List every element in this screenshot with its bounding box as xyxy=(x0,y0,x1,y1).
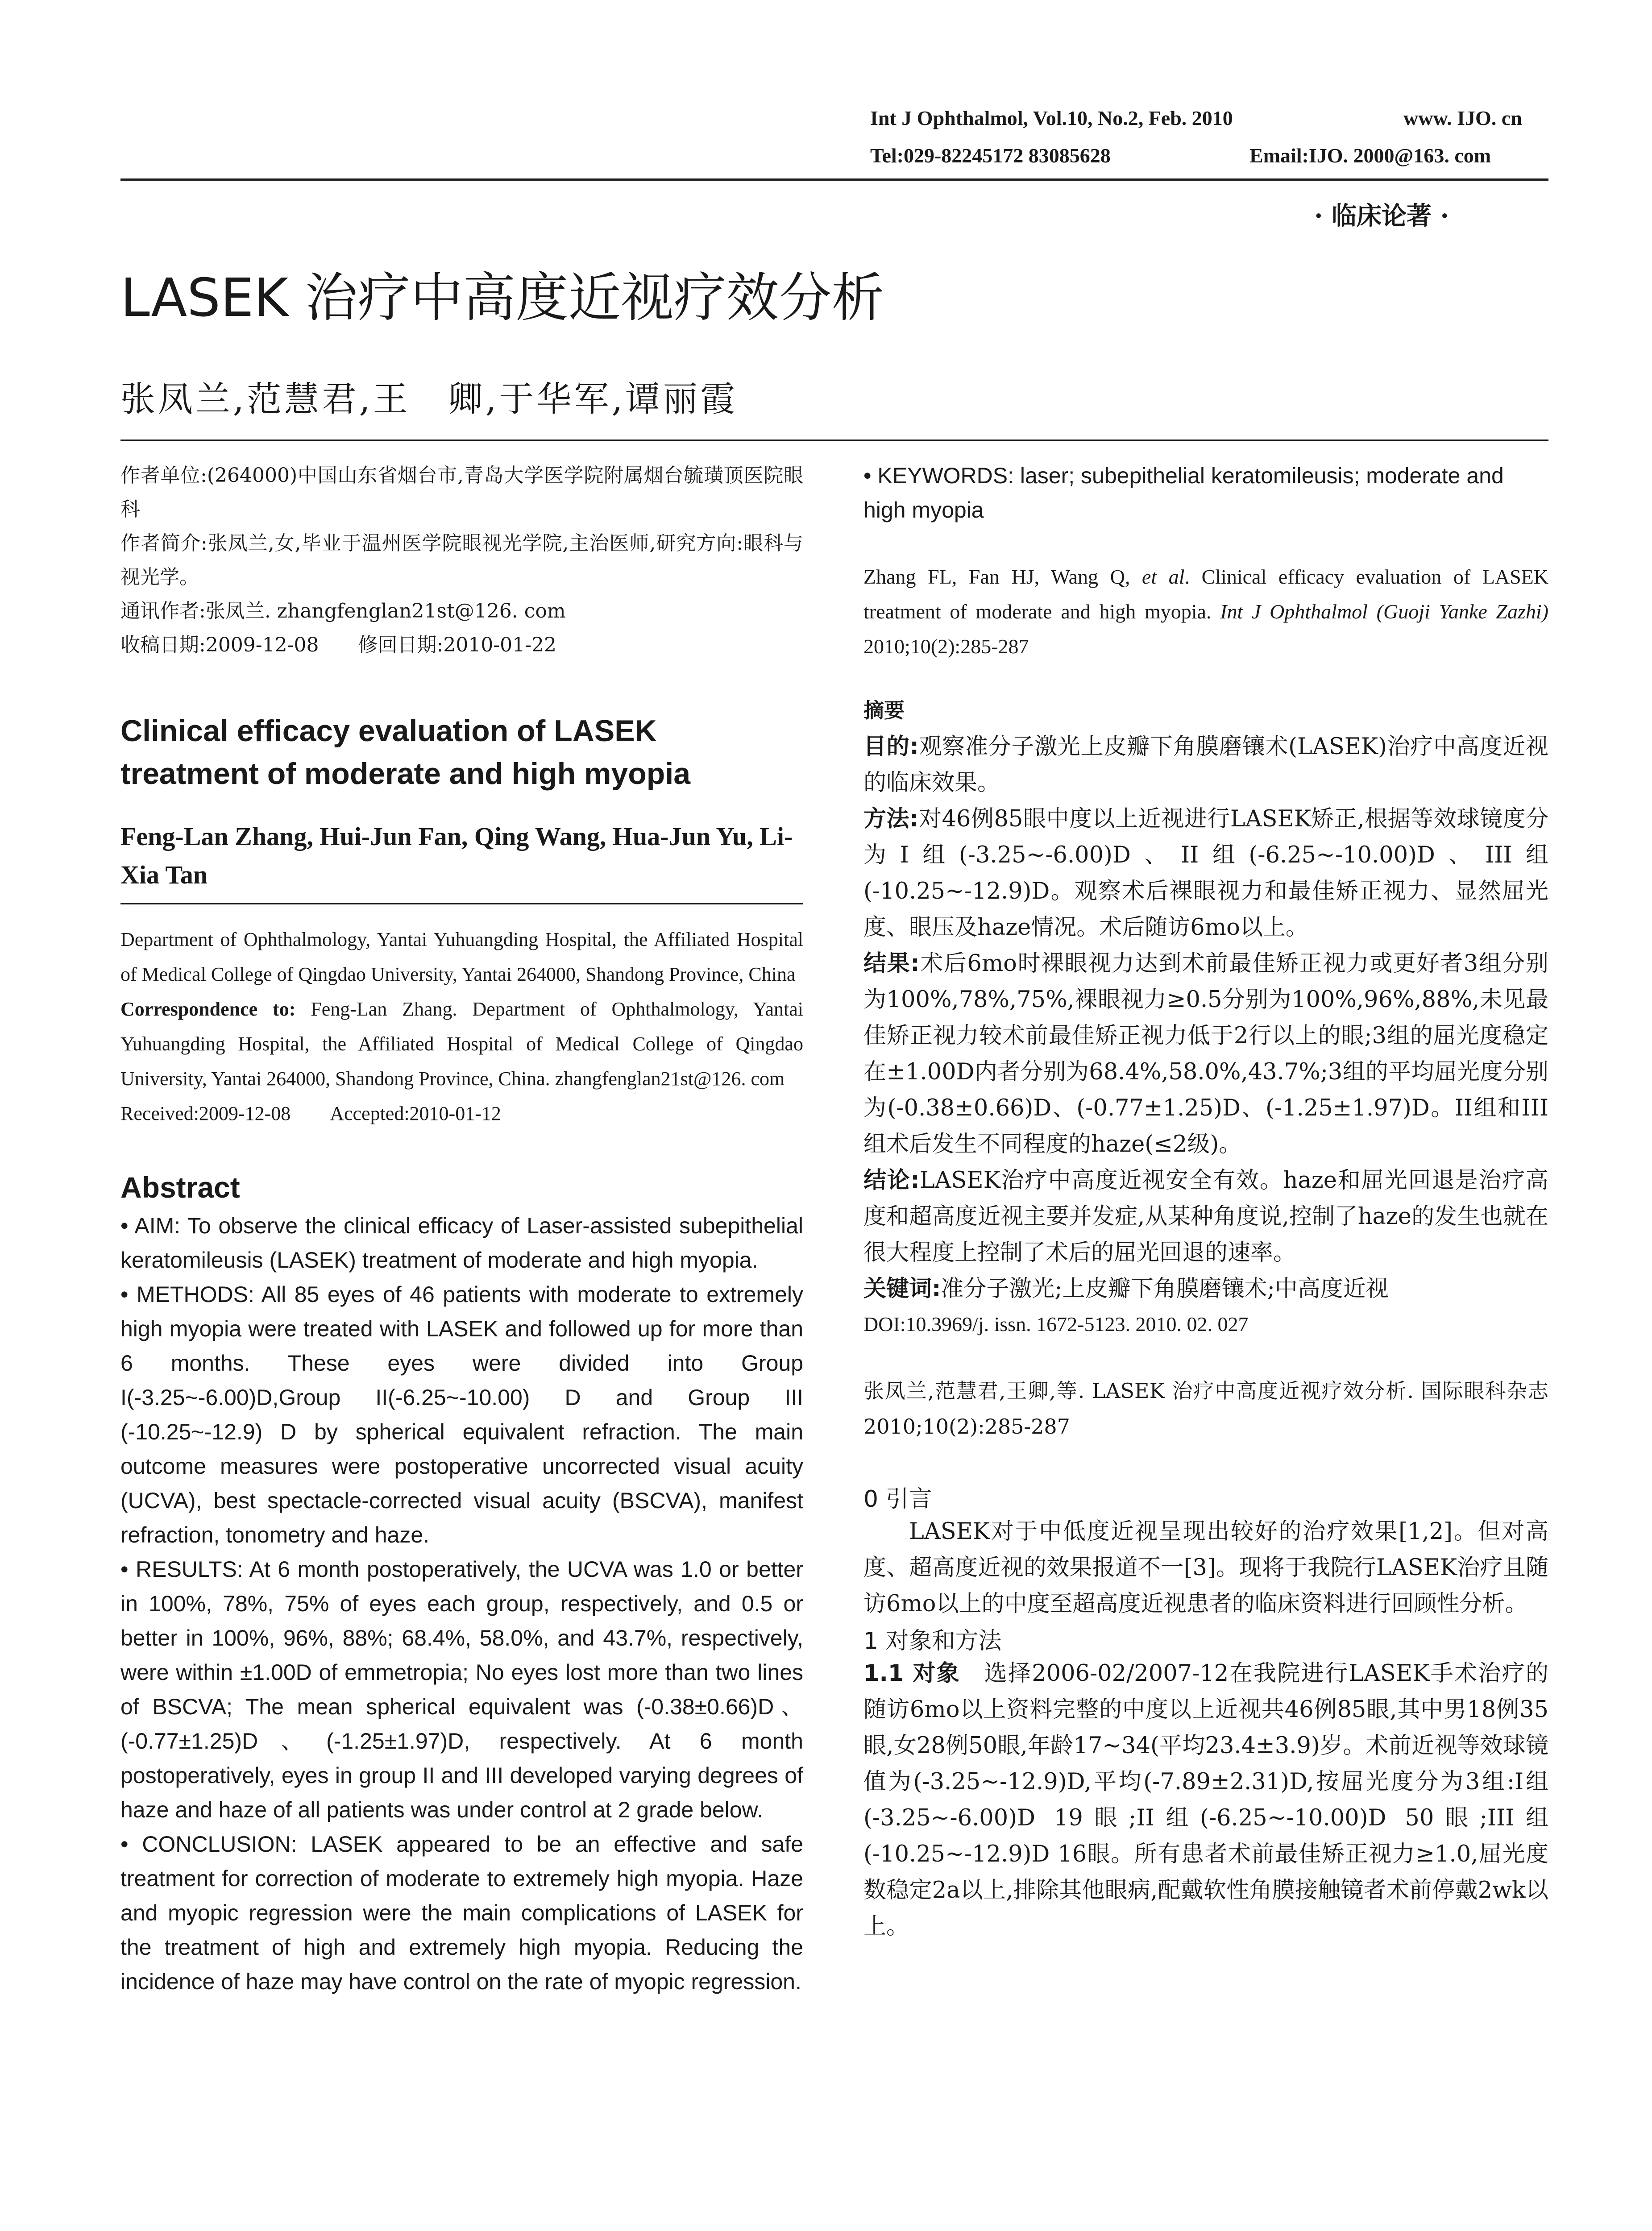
subjects-label: 1.1 对象 xyxy=(863,1660,961,1687)
authors-cn: 张凤兰,范慧君,王 卿,于华军,谭丽霞 xyxy=(120,379,738,419)
zhaiyao-aim xyxy=(863,729,1548,801)
affiliation-cn: 作者单位:(264000)中国山东省烟台市,青岛大学医学院附属烟台毓璜顶医院眼科 xyxy=(120,464,803,521)
journal-citation-line: Int J Ophthalmol, Vol.10, No.2, Feb. 2010 xyxy=(870,107,1233,129)
results-label-cn: 结果: xyxy=(863,950,920,977)
corresponding-author-cn: 通讯作者:张凤兰. zhangfenglan21st@126. com xyxy=(120,600,566,622)
keywords-cn xyxy=(863,1271,1548,1307)
affiliation-en: Department of Ophthalmology, Yantai Yuhuangding Hospital, the Affiliated Hospital of Medical College of Qingdao University, Yantai 264000, Shandong Province, China xyxy=(120,929,803,985)
authors-rule xyxy=(120,903,803,904)
zhaiyao-methods xyxy=(863,801,1548,945)
left-column xyxy=(120,459,803,1999)
right-column xyxy=(863,459,1548,1945)
received-accepted: Received:2009-12-08 Accepted:2010-01-12 xyxy=(120,1103,501,1124)
dates-cn: 收稿日期:2009-12-08 修回日期:2010-01-22 xyxy=(120,634,557,656)
header-rule xyxy=(120,178,1548,181)
methods-label-cn: 方法: xyxy=(863,806,919,832)
zhaiyao-results xyxy=(863,945,1548,1162)
methods-section-heading: 1 对象和方法 xyxy=(863,1628,1002,1655)
abstract-aim: • AIM: To observe the clinical efficacy of Laser-assisted subepithelial keratomileusis (LASEK) treatment of moderate and high myopia. xyxy=(120,1213,803,1273)
journal-tel: Tel:029-82245172 83085628 xyxy=(870,144,1111,167)
citation-cn: 张凤兰,范慧君,王卿,等. LASEK 治疗中高度近视疗效分析. 国际眼科杂志 2010;10(2):285-287 xyxy=(863,1379,1548,1439)
correspondence-label: Correspondence to: xyxy=(120,998,296,1020)
article-title-cn: LASEK 治疗中高度近视疗效分析 xyxy=(120,267,884,328)
intro-heading: 0 引言 xyxy=(863,1486,932,1513)
section-tag: · 临床论著 · xyxy=(1314,201,1449,231)
author-bio-cn: 作者简介:张凤兰,女,毕业于温州医学院眼视光学院,主治医师,研究方向:眼科与视光学。 xyxy=(120,532,803,589)
results-text-cn: 术后6mo时裸眼视力达到术前最佳矫正视力或更好者3组分别为100%,78%,75%,裸眼视力≥0.5分别为100%,96%,88%,未见最佳矫正视力较术前最佳矫正视力低于2行以上的眼;3组的屈光度稳定在±1.00D内者分别为68.4%,58.0%,43.7%;3组的平均屈光度分别为(-0.38±0.66)D、(-0.77±1.25)D、(-1.25±1.97)D。II组和III组术后发生不同程度的haze(≤2级)。 xyxy=(863,950,1548,1157)
title-rule xyxy=(120,440,1548,441)
citation-en-title: . Clinical efficacy evaluation of LASEK treatment of moderate and high myopia. xyxy=(863,565,1548,623)
doi: DOI:10.3969/j. issn. 1672-5123. 2010. 02. 027 xyxy=(863,1313,1249,1335)
authors-en: Feng-Lan Zhang, Hui-Jun Fan, Qing Wang, Hua-Jun Yu, Li-Xia Tan xyxy=(120,822,793,889)
correspondence-en xyxy=(120,992,803,1096)
methods-text-cn: 对46例85眼中度以上近视进行LASEK矫正,根据等效球镜度分为I组(-3.25~-6.00)D、II组(-6.25~-10.00)D、III组(-10.25~-12.9)D。观察术后裸眼视力和最佳矫正视力、显然屈光度、眼压及haze情况。术后随访6mo以上。 xyxy=(863,806,1548,941)
aim-label-cn: 目的: xyxy=(863,734,919,760)
aim-text-cn: 观察准分子激光上皮瓣下角膜磨镶术(LASEK)治疗中高度近视的临床效果。 xyxy=(863,734,1548,796)
citation-en-journal: Int J Ophthalmol (Guoji Yanke Zazhi) xyxy=(1220,600,1548,623)
citation-en-volume: 2010;10(2):285-287 xyxy=(863,635,1029,658)
abstract-results: • RESULTS: At 6 month postoperatively, the UCVA was 1.0 or better in 100%, 78%, 75% of eyes each group, respectively, and 0.5 or better in 100%, 96%, 88%; 68.4%, 58.0%, and 43.7%, respectively, were within ±1.00D of emmetropia; No eyes lost more than two lines of BSCVA; The mean spherical equivalent was (-0.38±0.66)D、(-0.77±1.25)D、(-1.25±1.97)D, respectively. At 6 month postoperatively, eyes in group II and III developed varying degrees of haze and haze of all patients was under control at 2 grade below. xyxy=(120,1557,803,1822)
subjects-paragraph xyxy=(863,1655,1548,1945)
affiliation-block-cn xyxy=(120,459,803,662)
zhaiyao-conclusion xyxy=(863,1162,1548,1271)
citation-en-etal: et al xyxy=(1141,565,1185,588)
keywords-text-cn: 准分子激光;上皮瓣下角膜磨镶术;中高度近视 xyxy=(941,1276,1389,1302)
abstract-methods: • METHODS: All 85 eyes of 46 patients with moderate to extremely high myopia were treated with LASEK and followed up for more than 6 months. These eyes were divided into Group I(-3.25~-6.00)D,Group II(-6.25~-10.00) D and Group III (-10.25~-12.9) D by spherical equivalent refraction. The main outcome measures were postoperative uncorrected visual acuity (UCVA), best spectacle-corrected visual acuity (BSCVA), manifest refraction, tonometry and haze. xyxy=(120,1282,803,1547)
article-title-en: Clinical efficacy evaluation of LASEK treatment of moderate and high myopia xyxy=(120,714,691,791)
keywords-en: • KEYWORDS: laser; subepithelial keratomileusis; moderate and high myopia xyxy=(863,463,1504,523)
conclusion-text-cn: LASEK治疗中高度近视安全有效。haze和屈光回退是治疗高度和超高度近视主要并发症,从某种角度说,控制了haze的发生也就在很大程度上控制了术后的屈光回退的速率。 xyxy=(863,1167,1548,1266)
abstract-conclusion: • CONCLUSION: LASEK appeared to be an effective and safe treatment for correction of moderate to extremely high myopia. Haze and myopic regression were the main complications of LASEK for the treatment of high and extremely high myopia. Reducing the incidence of haze may have control on the rate of myopic regression. xyxy=(120,1832,803,1994)
journal-website: www. IJO. cn xyxy=(1403,107,1522,129)
intro-paragraph: LASEK对于中低度近视呈现出较好的治疗效果[1,2]。但对高度、超高度近视的效果报道不一[3]。现将于我院行LASEK治疗且随访6mo以上的中度至超高度近视患者的临床资料进行回顾性分析。 xyxy=(863,1518,1548,1617)
citation-en-authors: Zhang FL, Fan HJ, Wang Q, xyxy=(863,565,1142,588)
subjects-text: 选择2006-02/2007-12在我院进行LASEK手术治疗的随访6mo以上资料完整的中度以上近视共46例85眼,其中男18例35眼,女28例50眼,年龄17~34(平均23.4±3.9)岁。术前近视等效球镜值为(-3.25~-12.9)D,平均(-7.89±2.31)D,按屈光度分为3组:I组(-3.25~-6.00)D 19眼;II组(-6.25~-10.00)D 50眼;III组(-10.25~-12.9)D 16眼。所有患者术前最佳矫正视力≥1.0,屈光度数稳定2a以上,排除其他眼病,配戴软性角膜接触镜者术前停戴2wk以上。 xyxy=(863,1660,1548,1940)
conclusion-label-cn: 结论: xyxy=(863,1167,920,1194)
citation-en xyxy=(863,560,1548,664)
zhaiyao-heading: 摘要 xyxy=(863,698,905,722)
abstract-heading: Abstract xyxy=(120,1171,240,1204)
journal-email: Email:IJO. 2000@163. com xyxy=(1249,144,1491,167)
keywords-label-cn: 关键词: xyxy=(863,1276,941,1302)
correspondence-text: Feng-Lan Zhang. Department of Ophthalmology, Yantai Yuhuangding Hospital, the Affiliated Hospital of Medical College of Qingdao University, Yantai 264000, Shandong Province, China. zhangfenglan21st@126. com xyxy=(120,998,803,1090)
